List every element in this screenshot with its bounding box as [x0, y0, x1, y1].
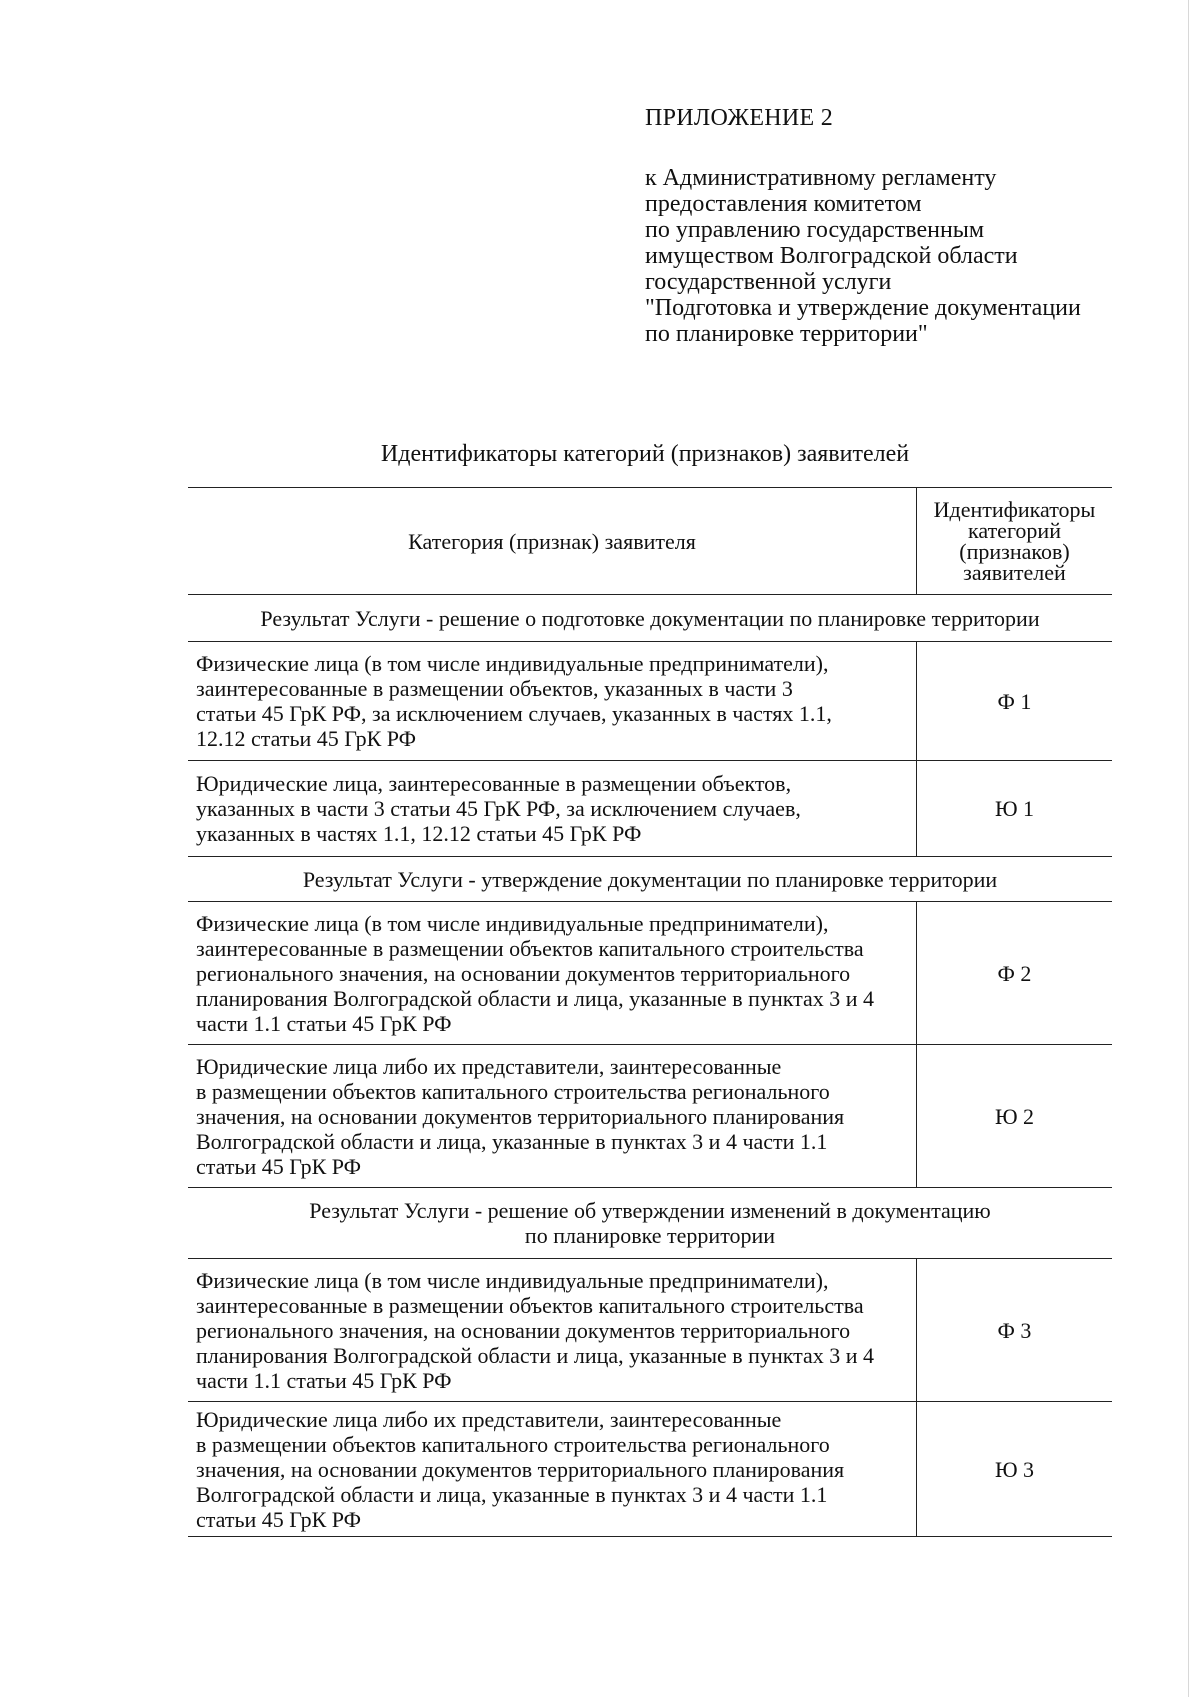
appendix-title: ПРИЛОЖЕНИЕ 2	[645, 105, 834, 131]
section-row	[188, 857, 1112, 902]
table-row	[188, 642, 1112, 761]
appendix-line: "Подготовка и утверждение документации	[645, 295, 1081, 321]
scan-edge-line	[1188, 0, 1189, 1697]
description-line: статьи 45 ГрК РФ, за исключением случаев, указанных в частях 1.1,	[196, 701, 832, 726]
description-line: Юридические лица либо их представители, заинтересованные	[196, 1406, 782, 1432]
section-title-line: Результат Услуги - решение об утверждении изменений в документацию	[309, 1198, 991, 1223]
section-row	[188, 1188, 1112, 1259]
description-line: Юридические лица либо их представители, заинтересованные	[196, 1053, 782, 1079]
table-row	[188, 1402, 1112, 1537]
description-line: части 1.1 статьи 45 ГрК РФ	[196, 1367, 452, 1393]
description-line: значения, на основании документов территориального планирования	[196, 1456, 845, 1482]
table-header-row	[188, 488, 1112, 595]
header-identifier-line: заявителей	[963, 560, 1066, 585]
description-line: Волгоградской области и лица, указанные в пунктах 3 и 4 части 1.1	[196, 1128, 828, 1154]
description-line: статьи 45 ГрК РФ	[196, 1506, 362, 1532]
category-description	[188, 1259, 917, 1402]
appendix-line: имуществом Волгоградской области	[645, 243, 1018, 269]
appendix-line: по планировке территории"	[645, 321, 928, 347]
appendix-line: предоставления комитетом	[645, 191, 922, 217]
description-line: указанных в части 3 статьи 45 ГрК РФ, за исключением случаев,	[196, 796, 801, 821]
appendix-line: государственной услуги	[645, 269, 892, 295]
description-line: заинтересованные в размещении объектов, указанных в части 3	[196, 676, 793, 701]
appendix-block	[645, 105, 1165, 347]
category-code: Ю 1	[917, 761, 1113, 857]
description-line: регионального значения, на основании документов территориального	[196, 960, 851, 986]
description-line: 12.12 статьи 45 ГрК РФ	[196, 726, 417, 751]
section-title-line: по планировке территории	[524, 1223, 776, 1248]
description-line: планирования Волгоградской области и лица, указанные в пунктах 3 и 4	[196, 985, 875, 1011]
description-line: статьи 45 ГрК РФ	[196, 1153, 362, 1179]
category-code: Ф 2	[917, 902, 1113, 1045]
description-line: части 1.1 статьи 45 ГрК РФ	[196, 1010, 452, 1036]
table-title: Идентификаторы категорий (признаков) заявителей	[380, 441, 910, 467]
table-row	[188, 902, 1112, 1045]
category-code: Ю 2	[917, 1045, 1113, 1188]
appendix-line: по управлению государственным	[645, 217, 985, 243]
table-row	[188, 1259, 1112, 1402]
section-title-line: Результат Услуги - решение о подготовке документации по планировке территории	[260, 605, 1040, 631]
category-description	[188, 902, 917, 1045]
description-line: Волгоградской области и лица, указанные в пунктах 3 и 4 части 1.1	[196, 1481, 828, 1507]
category-description	[188, 761, 917, 857]
description-line: планирования Волгоградской области и лица, указанные в пунктах 3 и 4	[196, 1342, 875, 1368]
description-line: в размещении объектов капитального строительства регионального	[196, 1431, 830, 1457]
header-identifier-line: категорий	[968, 518, 1061, 543]
table-row	[188, 761, 1112, 857]
section-title	[188, 1188, 1112, 1259]
appendix-line: к Административному регламенту	[645, 165, 997, 191]
section-title	[188, 595, 1112, 642]
section-row	[188, 595, 1112, 642]
category-code: Ф 1	[917, 642, 1113, 761]
description-line: заинтересованные в размещении объектов капитального строительства	[196, 1292, 864, 1318]
category-description	[188, 1402, 917, 1537]
section-title-line: Результат Услуги - утверждение документации по планировке территории	[302, 866, 998, 892]
category-description	[188, 642, 917, 761]
applicant-categories-table	[188, 487, 1112, 1537]
header-identifier-line: Идентификаторы	[933, 497, 1096, 522]
description-line: в размещении объектов капитального строительства регионального	[196, 1078, 830, 1104]
description-line: Физические лица (в том числе индивидуальные предприниматели),	[196, 1267, 829, 1293]
description-line: Юридические лица, заинтересованные в размещении объектов,	[196, 771, 792, 796]
description-line: указанных в частях 1.1, 12.12 статьи 45 ГрК РФ	[196, 821, 642, 846]
description-line: Физические лица (в том числе индивидуальные предприниматели),	[196, 651, 829, 676]
category-description	[188, 1045, 917, 1188]
header-identifier-line: (признаков)	[959, 539, 1070, 564]
description-line: значения, на основании документов территориального планирования	[196, 1103, 845, 1129]
header-category-cell: Категория (признак) заявителя	[188, 488, 917, 595]
category-code: Ю 3	[917, 1402, 1113, 1537]
description-line: Физические лица (в том числе индивидуальные предприниматели),	[196, 910, 829, 936]
description-line: заинтересованные в размещении объектов капитального строительства	[196, 935, 864, 961]
section-title	[188, 857, 1112, 902]
category-code: Ф 3	[917, 1259, 1113, 1402]
description-line: регионального значения, на основании документов территориального	[196, 1317, 851, 1343]
table-row	[188, 1045, 1112, 1188]
header-identifier-cell	[917, 488, 1113, 595]
